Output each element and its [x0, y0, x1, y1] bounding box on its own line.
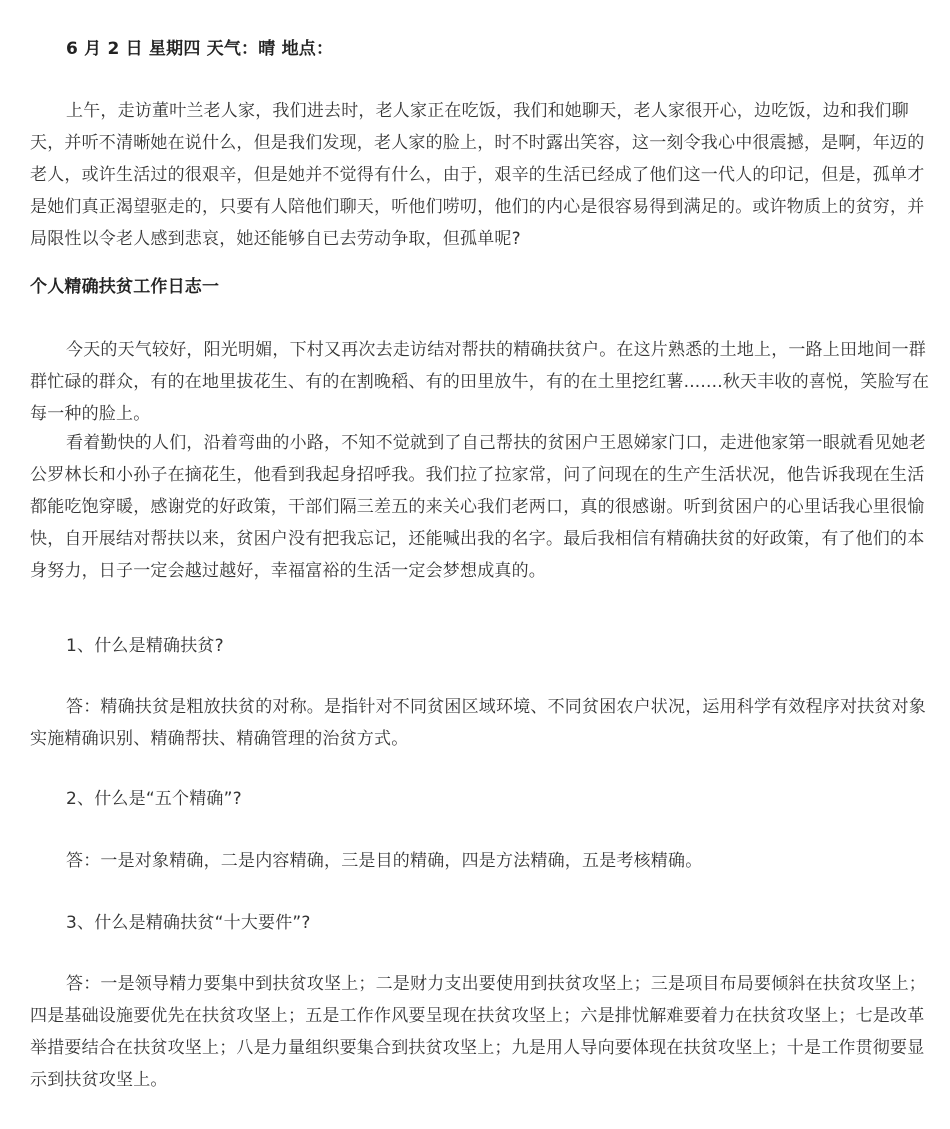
question-1: 1、什么是精确扶贫? — [66, 636, 224, 656]
date-line: 6 月 2 日 星期四 天气：晴 地点： — [66, 39, 334, 59]
question-2: 2、什么是“五个精确”? — [66, 789, 242, 809]
paragraph-household-visit: 看着勤快的人们，沿着弯曲的小路，不知不觉就到了自己帮扶的贫困户王恩娣家门口，走进他家第一眼就看见她老公罗林长和小孙子在摘花生，他看到我起身招呼我。我们拉了拉家常，问了问现在的生产生活状况，他告诉我现在生活都能吃饱穿暖，感谢党的好政策，干部们隔三差五的来关心我们老两口，真的很感谢。听到贫困户的心里话我心里很愉快，自开展结对帮扶以来，贫困户没有把我忘记，还能喊出我的名字。最后我相信有精确扶贫的好政策，有了他们的本身努力，日子一定会越过越好，幸福富裕的生活一定会梦想成真的。 — [30, 433, 926, 581]
paragraph-weather: 今天的天气较好，阳光明媚，下村又再次去走访结对帮扶的精确扶贫户。在这片熟悉的土地上，一路上田地间一群群忙碌的群众，有的在地里拔花生、有的在割晚稻、有的田里放牛，有的在土里挖红薯.......秋天丰收的喜悦，笑脸写在每一种的脸上。 — [30, 340, 930, 424]
answer-1: 答：精确扶贫是粗放扶贫的对称。是指针对不同贫困区域环境、不同贫困农户状况，运用科学有效程序对扶贫对象实施精确识别、精确帮扶、精确管理的治贫方式。 — [30, 697, 926, 749]
answer-2: 答：一是对象精确，二是内容精确，三是目的精确，四是方法精确，五是考核精确。 — [66, 851, 703, 871]
section-heading: 个人精确扶贫工作日志一 — [30, 277, 220, 297]
answer-3: 答：一是领导精力要集中到扶贫攻坚上；二是财力支出要使用到扶贫攻坚上；三是项目布局要倾斜在扶贫攻坚上；四是基础设施要优先在扶贫攻坚上；五是工作作风要呈现在扶贫攻坚上；六是排忧解难要着力在扶贫攻坚上；七是改革举措要结合在扶贫攻坚上；八是力量组织要集合到扶贫攻坚上；九是用人导向要体现在扶贫攻坚上；十是工作贯彻要显示到扶贫攻坚上。 — [30, 974, 926, 1090]
question-3: 3、什么是精确扶贫“十大要件”? — [66, 913, 311, 933]
paragraph-visit-elder: 上午，走访董叶兰老人家，我们进去时，老人家正在吃饭，我们和她聊天，老人家很开心，边吃饭，边和我们聊天，并听不清晰她在说什么，但是我们发现，老人家的脸上，时不时露出笑容，这一刻令我心中很震撼，是啊，年迈的老人，或许生活过的很艰辛，但是她并不觉得有什么，由于，艰辛的生活已经成了他们这一代人的印记，但是，孤单才是她们真正渴望驱走的，只要有人陪他们聊天，听他们唠叨，他们的内心是很容易得到满足的。或许物质上的贫穷，并局限性以令老人感到悲哀，她还能够自已去劳动争取，但孤单呢? — [30, 101, 925, 249]
